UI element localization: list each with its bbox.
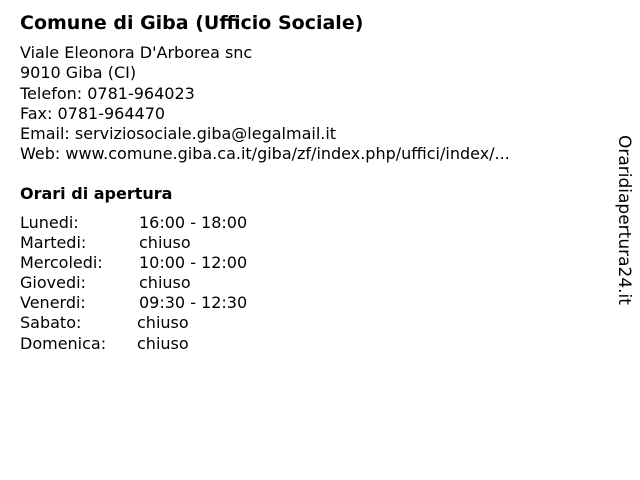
day-label: Domenica:	[20, 333, 107, 353]
day-label: Lunedi:	[20, 213, 79, 232]
contact-block	[20, 43, 510, 165]
site-brand-vertical: Oraridiapertura24.it	[614, 135, 634, 305]
time-value: 09:30 - 12:30	[139, 293, 248, 313]
opening-hours-title: Orari di apertura	[20, 184, 173, 203]
website-link: Web: www.comune.giba.ca.it/giba/zf/index.php/uffici/index/...	[20, 144, 510, 164]
day-label: Martedi:	[20, 233, 87, 253]
day-label: Venerdi:	[20, 293, 86, 313]
fax-number: Fax: 0781-964470	[20, 103, 166, 123]
time-value: 10:00 - 12:00	[139, 253, 248, 273]
email-address: Email: serviziosociale.giba@legalmail.it	[20, 124, 337, 144]
time-value: chiuso	[139, 273, 191, 293]
time-value: 16:00 - 18:00	[139, 213, 248, 232]
day-label: Mercoledi:	[20, 253, 103, 273]
day-label: Sabato:	[20, 313, 82, 333]
city-postal: 9010 Giba (CI)	[20, 63, 137, 83]
time-value: chiuso	[139, 233, 191, 253]
time-value: chiuso	[137, 313, 189, 333]
street-address: Viale Eleonora D'Arborea snc	[20, 43, 253, 62]
phone-number: Telefon: 0781-964023	[20, 83, 195, 103]
day-label: Giovedi:	[20, 273, 86, 293]
time-value: chiuso	[137, 333, 189, 353]
page-title: Comune di Giba (Ufficio Sociale)	[20, 12, 364, 34]
